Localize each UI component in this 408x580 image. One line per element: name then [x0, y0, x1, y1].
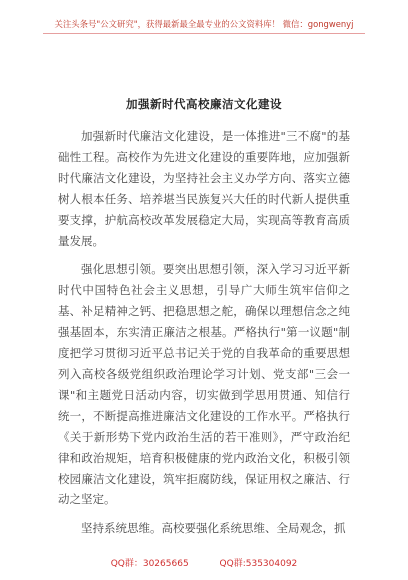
- document-title: 加强新时代高校廉洁文化建设: [126, 97, 282, 111]
- promo-banner: 关注头条号"公文研究"，获得最新最全最专业的公文资料库！ 微信：gongwenyj: [54, 19, 354, 29]
- paragraph-intro: 加强新时代廉洁文化建设，是一体推进"三不腐"的基础性工程。高校作为先进文化建设的重要阵地，应加强新时代廉洁文化建设，为坚持社会主义办学方向、落实立德树人根本任务、培养堪当民族复兴大任的时代新人提供重要支撑，护航高校改革发展稳定大局，实现高等教育高质量发展。: [58, 129, 350, 248]
- footer-qq-group-2: QQ群:535304092: [219, 559, 298, 569]
- document-body: [58, 126, 350, 547]
- footer-contacts: [0, 556, 408, 569]
- banner-divider: [43, 33, 365, 34]
- paragraph-thought-guidance: 强化思想引领。要突出思想引领，深入学习习近平新时代中国特色社会主义思想，引导广大师生筑牢信仰之基、补足精神之钙、把稳思想之舵，确保以理想信念之纯强基固本，东实清正廉洁之根基。严格执行"第一议题"制度把学习贯彻习近平总书记关于党的自我革命的重要思想列入高校各级党组织政治理论学习计划、党支部"三会一课"和主题党日活动内容，切实做到学思用贯通、知信行统一，不断提高推进廉洁文化建设的工作水平。严格执行《关于新形势下党内政治生活的若干准则》，严守政治纪律和政治规矩，培育积极健康的党内政治文化，积极引领校园廉洁文化建设，筑牢拒腐防线，保证用权之廉洁、行动之坚定。: [58, 262, 350, 507]
- footer-qq-group-1: QQ群：30265665: [110, 559, 189, 569]
- paragraph-system-thinking: 坚持系统思维。高校要强化系统思维、全局观念，抓: [81, 521, 346, 536]
